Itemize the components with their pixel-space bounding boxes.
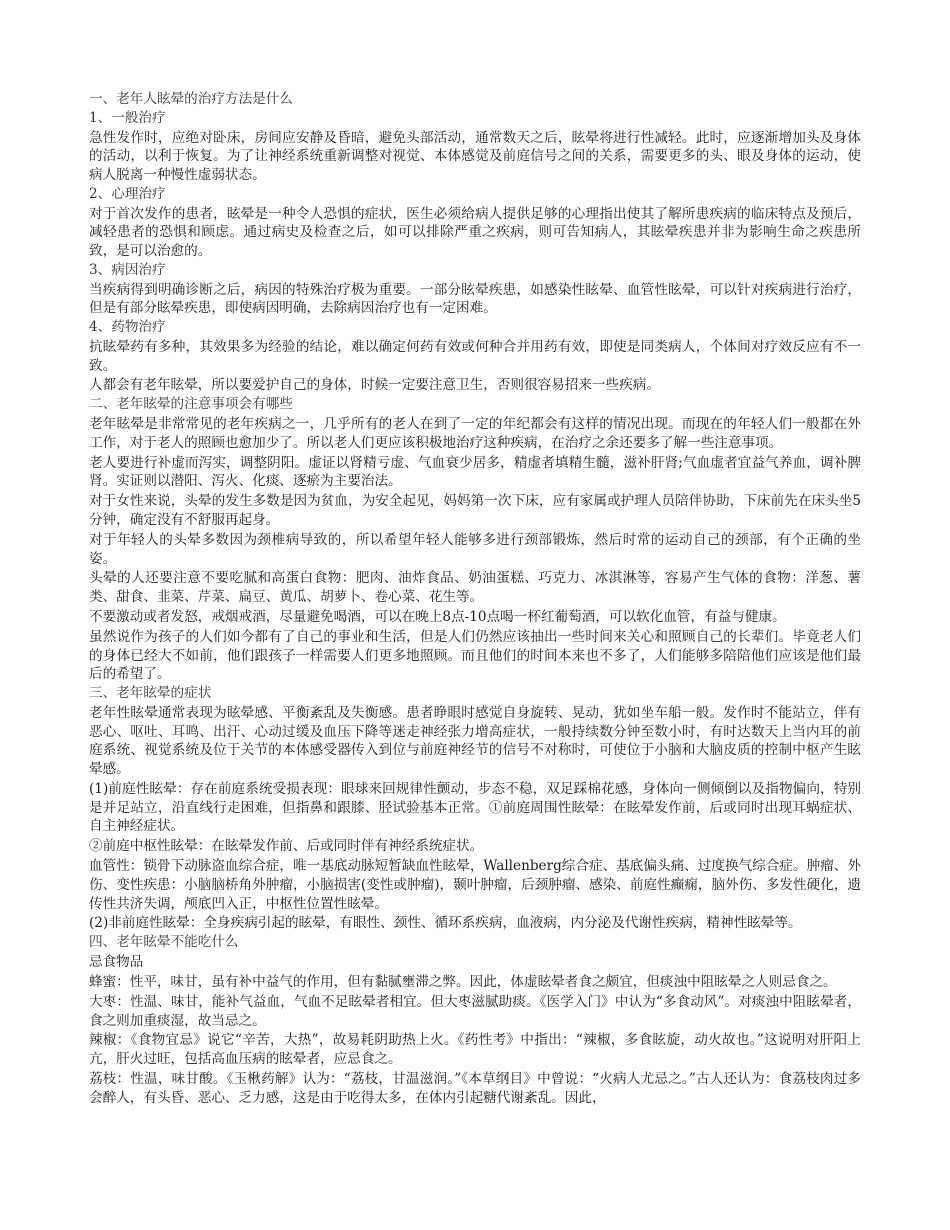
body-paragraph: 老人要进行补虚而泻实，调整阴阳。虚证以肾精亏虚、气血衰少居多，精虚者填精生髓，滋补肝肾;气血虚者宜益气养血，调补脾肾。实证则以潜阳、泻火、化痰、逐瘀为主要治法。 bbox=[89, 454, 861, 490]
body-paragraph: 对于首次发作的患者，眩晕是一种令人恐惧的症状，医生必须给病人提供足够的心理指出使其了解所患疾病的临床特点及预后，减轻患者的恐惧和顾虑。通过病史及检查之后，如可以排除严重之疾病，则可告知病人，其眩晕疾患并非为影响生命之疾患所致，是可以治愈的。 bbox=[89, 205, 861, 259]
section-heading: 一、老年人眩晕的治疗方法是什么 bbox=[89, 91, 293, 107]
body-paragraph: (1)前庭性眩晕：存在前庭系统受损表现：眼球来回规律性颤动，步态不稳，双足踩棉花感，身体向一侧倾倒以及指物偏向，特别是并足站立，沿直线行走困难，但指鼻和跟膝、胫试验基本正常。①前庭周围性眩晕：在眩晕发作前，后或同时出现耳蜗症状、自主神经症状。 bbox=[89, 780, 861, 835]
body-paragraph: 老年性眩晕通常表现为眩晕感、平衡紊乱及失衡感。患者睁眼时感觉自身旋转、晃动，犹如坐车船一般。发作时不能站立，伴有恶心、呕吐、耳鸣、出汗、心动过缓及血压下降等迷走神经张力增高症状，一般持续数分钟至数小时，有时达数天上当内耳的前庭系统、视觉系统及位于关节的本体感受器传入到位与前庭神经节的信号不对称时，可使位于小脑和大脑皮质的控制中枢产生眩晕感。 bbox=[89, 704, 861, 778]
section-heading: 4、药物治疗 bbox=[89, 319, 166, 335]
body-paragraph: 老年眩晕是非常常见的老年疾病之一，几乎所有的老人在到了一定的年纪都会有这样的情况出现。而现在的年轻人们一般都在外工作，对于老人的照顾也愈加少了。所以老人们更应该积极地治疗这种疾病，在治疗之余还要多了解一些注意事项。 bbox=[89, 416, 861, 451]
body-paragraph: 大枣：性温、味甘，能补气益血，气血不足眩晕者相宜。但大枣滋腻助痰。《医学入门》中认为“多食动风”。对痰浊中阻眩晕者，食之则加重痰湿，故当忌之。 bbox=[89, 993, 861, 1029]
body-paragraph: 蜂蜜：性平，味甘，虽有补中益气的作用，但有黏腻壅滞之弊。因此，体虚眩晕者食之颇宜，但痰浊中阻眩晕之人则忌食之。 bbox=[89, 973, 837, 990]
body-paragraph: 荔枝：性温，味甘酸。《玉楸药解》认为：“荔枝，甘温滋润。”《本草纲目》中曾说：“火病人尤忌之。”古人还认为：食荔枝肉过多会醉人，有头昏、恶心、乏力感，这是由于吃得太多，在体内引起糖代谢紊乱。因此， bbox=[89, 1070, 861, 1106]
body-paragraph: 抗眩晕药有多种，其效果多为经验的结论，难以确定何药有效或何种合并用药有效，即使是同类病人，个体间对疗效反应有不一致。 bbox=[89, 338, 861, 374]
body-paragraph: 当疾病得到明确诊断之后，病因的特殊治疗极为重要。一部分眩晕疾患，如感染性眩晕、血管性眩晕，可以针对疾病进行治疗，但是有部分眩晕疾患，即使病因明确，去除病因治疗也有一定困难。 bbox=[89, 281, 861, 317]
body-paragraph: 对于年轻人的头晕多数因为颈椎病导致的，所以希望年轻人能够多进行颈部锻炼，然后时常的运动自己的颈部，有个正确的坐姿。 bbox=[89, 531, 861, 567]
body-paragraph: 虽然说作为孩子的人们如今都有了自己的事业和生活，但是人们仍然应该抽出一些时间来关心和照顾自己的长辈们。毕竟老人们的身体已经大不如前，他们跟孩子一样需要人们更多地照顾。而且他们的时间本来也不多了，人们能够多陪陪他们应该是他们最后的希望了。 bbox=[89, 628, 861, 683]
body-paragraph: ②前庭中枢性眩晕：在眩晕发作前、后或同时伴有神经系统症状。 bbox=[89, 838, 484, 855]
body-paragraph: 对于女性来说，头晕的发生多数是因为贫血，为安全起见，妈妈第一次下床，应有家属或护理人员陪伴协助，下床前先在床头坐5分钟，确定没有不舒服再起身。 bbox=[89, 493, 861, 528]
body-paragraph: (2)非前庭性眩晕：全身疾病引起的眩晕，有眼性、颈性、循环系疾病，血液病，内分泌及代谢性疾病，精神性眩晕等。 bbox=[89, 915, 802, 932]
section-heading: 1、一般治疗 bbox=[89, 109, 166, 126]
body-paragraph: 人都会有老年眩晕，所以要爱护自己的身体，时候一定要注意卫生，否则很容易招来一些疾病。 bbox=[89, 377, 660, 394]
body-paragraph: 急性发作时，应绝对卧床，房间应安静及昏暗，避免头部活动，通常数天之后，眩晕将进行性减轻。此时，应逐渐增加头及身体的活动，以利于恢复。为了让神经系统重新调整对视觉、本体感觉及前庭信号之间的关系，需要更多的头、眼及身体的运动，使病人脱离一种慢性虚弱状态。 bbox=[89, 129, 861, 183]
body-paragraph: 不要激动或者发怒，戒烟戒酒，尽量避免喝酒，可以在晚上8点-10点喝一杯红葡萄酒，可以软化血管，有益与健康。 bbox=[89, 609, 786, 626]
body-paragraph: 辣椒：《食物宜忌》说它“辛苦，大热”，故易耗阴助热上火。《药性考》中指出：“辣椒，多食眩旋，动火故也。”这说明对肝阳上亢，肝火过旺，包括高血压病的眩晕者，应忌食之。 bbox=[89, 1032, 861, 1068]
document-body bbox=[89, 90, 861, 1107]
section-heading: 3、病因治疗 bbox=[89, 261, 166, 278]
body-paragraph: 头晕的人还要注意不要吃腻和高蛋白食物：肥肉、油炸食品、奶油蛋糕、巧克力、冰淇淋等，容易产生气体的食物：洋葱、薯类、甜食、韭菜、芹菜、扁豆、黄瓜、胡萝卜、卷心菜、花生等。 bbox=[89, 570, 861, 606]
section-heading: 三、老年眩晕的症状 bbox=[89, 685, 212, 702]
body-paragraph: 忌食物品 bbox=[89, 954, 144, 971]
section-heading: 四、老年眩晕不能吃什么 bbox=[89, 934, 239, 951]
section-heading: 二、老年眩晕的注意事项会有哪些 bbox=[89, 396, 293, 413]
section-heading: 2、心理治疗 bbox=[89, 185, 166, 202]
body-paragraph: 血管性：锁骨下动脉盗血综合症，唯一基底动脉短暂缺血性眩晕，Wallenberg综合症、基底偏头痛、过度换气综合症。肿瘤、外伤、变性疾患：小脑脑桥角外肿瘤，小脑损害(变性或肿瘤)，颞叶肿瘤，后颈肿瘤、感染、前庭性癫痫，脑外伤、多发性硬化，遗传性共济失调，颅底凹入正，中枢性位置性眩晕。 bbox=[89, 858, 861, 912]
